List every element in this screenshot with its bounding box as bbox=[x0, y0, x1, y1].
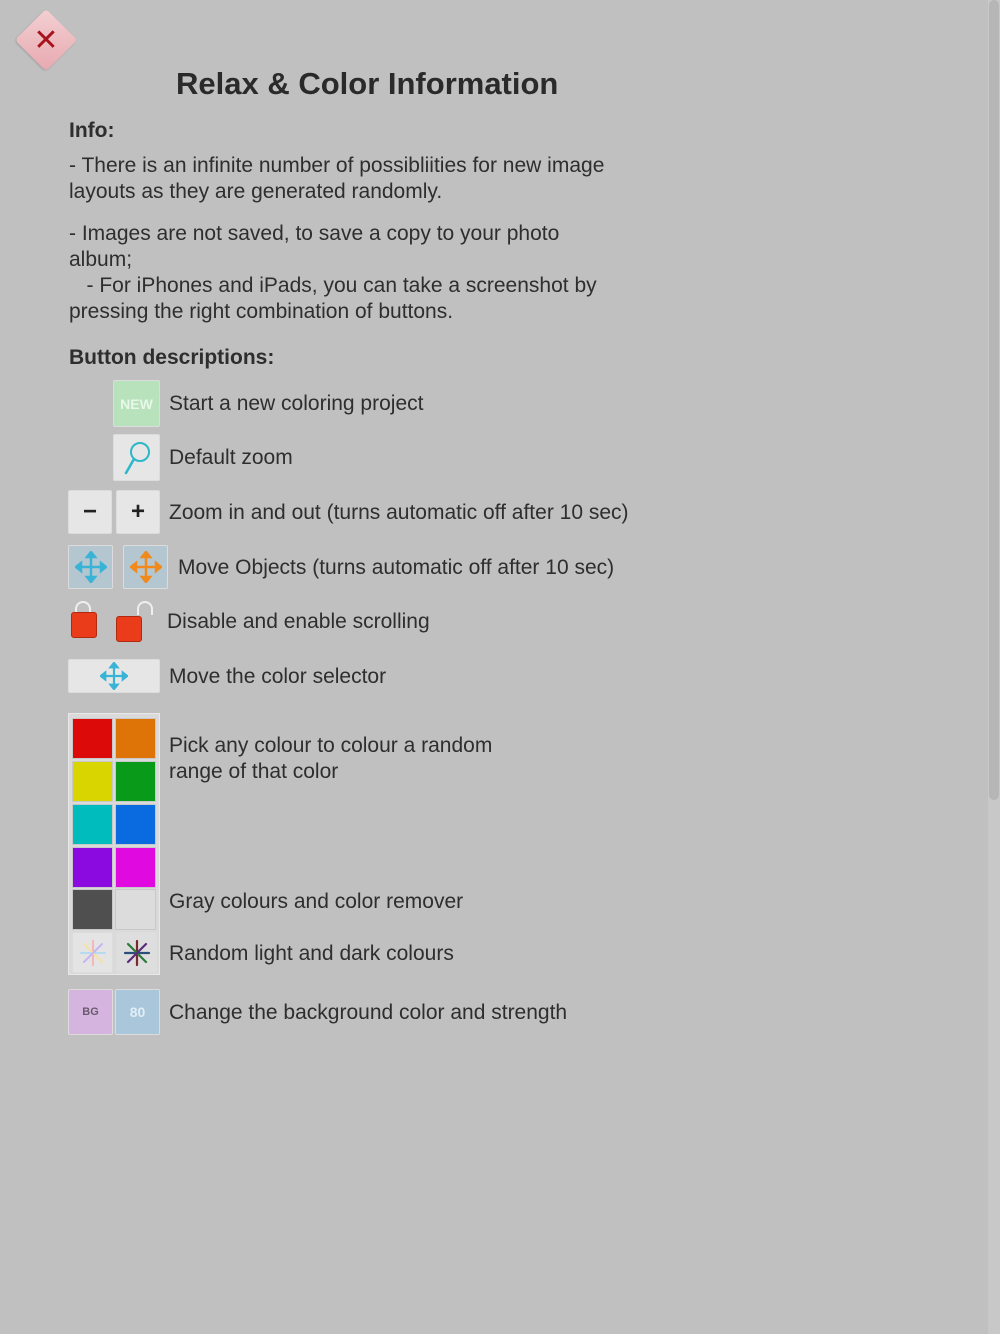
button-descriptions-heading: Button descriptions: bbox=[69, 346, 275, 369]
pick-colour-description: range of that color bbox=[169, 760, 339, 783]
info-line: - Images are not saved, to save a copy to your photo bbox=[69, 222, 560, 245]
random-description: Random light and dark colours bbox=[169, 942, 454, 965]
color-swatch[interactable] bbox=[115, 761, 156, 802]
random-dark-icon bbox=[122, 938, 152, 968]
info-line: layouts as they are generated randomly. bbox=[69, 180, 443, 203]
move-objects-orange-button[interactable] bbox=[123, 545, 168, 589]
default-zoom-button[interactable] bbox=[113, 434, 160, 481]
color-swatch[interactable] bbox=[72, 847, 113, 888]
plus-icon: + bbox=[130, 498, 145, 525]
magnifier-icon bbox=[120, 439, 154, 477]
color-selector-move-button[interactable] bbox=[68, 659, 160, 693]
random-dark-button[interactable] bbox=[116, 932, 157, 973]
bg-label: BG bbox=[82, 1006, 99, 1018]
info-line: album; bbox=[69, 248, 133, 271]
info-heading: Info: bbox=[69, 119, 115, 142]
new-project-button[interactable] bbox=[113, 380, 160, 427]
zoom-in-button[interactable] bbox=[116, 490, 160, 534]
color-swatch[interactable] bbox=[72, 889, 113, 930]
background-color-button[interactable] bbox=[68, 989, 113, 1035]
background-strength-button[interactable] bbox=[115, 989, 160, 1035]
new-description: Start a new coloring project bbox=[169, 392, 424, 415]
move-objects-blue-button[interactable] bbox=[68, 545, 113, 589]
scrolling-description: Disable and enable scrolling bbox=[167, 610, 430, 633]
color-swatch[interactable] bbox=[115, 847, 156, 888]
close-button[interactable] bbox=[15, 9, 77, 71]
color-swatch[interactable] bbox=[115, 718, 156, 759]
close-icon[interactable]: ✕ bbox=[33, 23, 59, 57]
color-selector-description: Move the color selector bbox=[169, 665, 387, 688]
scrollbar[interactable] bbox=[988, 0, 1000, 1334]
move-arrows-icon bbox=[100, 662, 128, 690]
page-title: Relax & Color Information bbox=[176, 66, 559, 101]
new-label: NEW bbox=[120, 395, 153, 412]
pick-colour-description: Pick any colour to colour a random bbox=[169, 734, 493, 757]
random-light-icon bbox=[78, 938, 108, 968]
color-swatch[interactable] bbox=[72, 718, 113, 759]
info-line: pressing the right combination of buttons. bbox=[69, 300, 454, 323]
minus-icon: − bbox=[82, 498, 97, 525]
color-swatch[interactable] bbox=[115, 889, 156, 930]
move-objects-description: Move Objects (turns automatic off after 10 sec) bbox=[178, 556, 615, 579]
scroll-thumb[interactable] bbox=[989, 0, 999, 800]
zoom-default-description: Default zoom bbox=[169, 446, 293, 469]
gray-description: Gray colours and color remover bbox=[169, 890, 464, 913]
info-line: - For iPhones and iPads, you can take a screenshot by bbox=[69, 274, 597, 297]
zoom-in-out-description: Zoom in and out (turns automatic off after 10 sec) bbox=[169, 501, 629, 524]
info-line: - There is an infinite number of possibliities for new image bbox=[69, 154, 605, 177]
zoom-out-button[interactable] bbox=[68, 490, 112, 534]
background-description: Change the background color and strength bbox=[169, 1001, 568, 1024]
move-arrows-icon bbox=[130, 551, 162, 583]
move-arrows-icon bbox=[75, 551, 107, 583]
color-swatch[interactable] bbox=[72, 804, 113, 845]
color-swatch[interactable] bbox=[115, 804, 156, 845]
strength-label: 80 bbox=[129, 1004, 146, 1020]
color-swatch[interactable] bbox=[72, 761, 113, 802]
random-light-button[interactable] bbox=[72, 932, 113, 973]
